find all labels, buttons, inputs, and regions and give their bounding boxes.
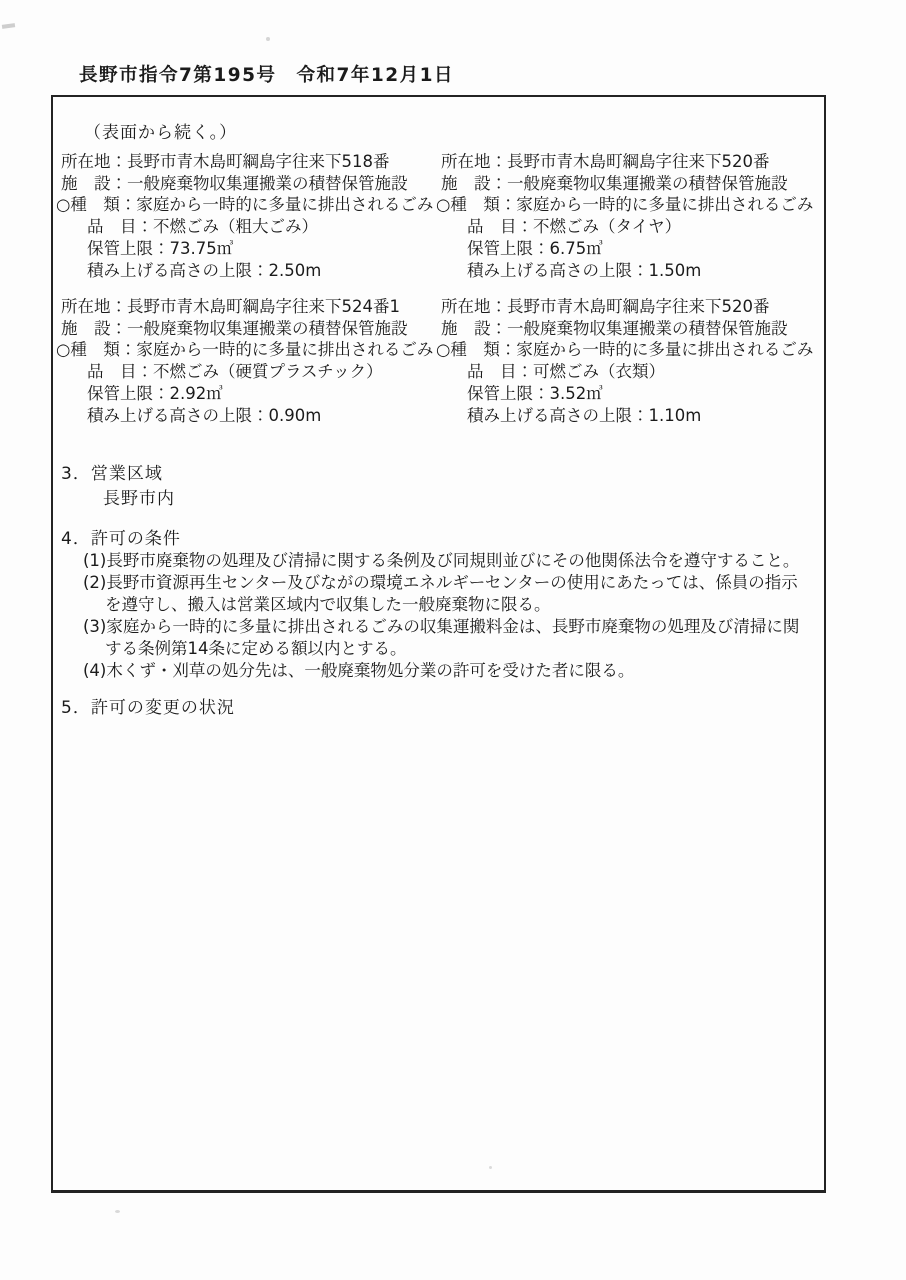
facility-type: 施 設：一般廃棄物収集運搬業の積替保管施設	[61, 318, 408, 338]
facility-block-524	[56, 296, 434, 426]
facility-storage-limit: 保管上限：6.75㎥	[467, 238, 603, 258]
facility-block-520-clothing	[436, 296, 814, 426]
facility-type: 施 設：一般廃棄物収集運搬業の積替保管施設	[441, 173, 788, 193]
permit-condition-1: (1)長野市廃棄物の処理及び清掃に関する条例及び同規則並びにその他関係法令を遵守すること。	[83, 551, 800, 570]
facility-storage-limit: 保管上限：3.52㎥	[467, 383, 603, 403]
facility-waste-item: 品 目：不燃ごみ（タイヤ）	[467, 217, 682, 237]
facility-location: 所在地：長野市青木島町綱島字往来下520番	[441, 297, 770, 316]
section-permit-conditions-title: 4．許可の条件	[61, 529, 181, 549]
permit-condition-3: (3)家庭から一時的に多量に排出されるごみの収集運搬料金は、長野市廃棄物の処理及び清掃に関	[83, 617, 800, 636]
facility-location: 所在地：長野市青木島町綱島字往来下518番	[61, 152, 390, 171]
facility-block-520-tire	[436, 151, 814, 281]
facility-storage-limit: 保管上限：73.75㎥	[87, 238, 234, 258]
facility-type: 施 設：一般廃棄物収集運搬業の積替保管施設	[441, 318, 788, 338]
document-number-and-date: 長野市指令7第195号 令和7年12月1日	[79, 65, 454, 86]
facility-stack-height-limit: 積み上げる高さの上限：2.50m	[87, 260, 322, 280]
facility-type: 施 設：一般廃棄物収集運搬業の積替保管施設	[61, 173, 408, 193]
scan-artifact	[266, 37, 270, 41]
document-border-box	[51, 95, 826, 1193]
continuation-note: （表面から続く。）	[84, 123, 238, 143]
facility-stack-height-limit: 積み上げる高さの上限：1.10m	[467, 405, 702, 425]
permit-condition-2: (2)長野市資源再生センター及びながの環境エネルギーセンターの使用にあたっては、係員の指示	[83, 573, 798, 592]
facility-waste-item: 品 目：不燃ごみ（硬質プラスチック）	[87, 362, 383, 382]
facility-waste-category: ○種 類：家庭から一時的に多量に排出されるごみ	[56, 340, 434, 360]
section-business-area-value: 長野市内	[103, 489, 175, 509]
facility-waste-item: 品 目：可燃ごみ（衣類）	[467, 362, 665, 382]
facility-location: 所在地：長野市青木島町綱島字往来下524番1	[61, 297, 400, 316]
facility-stack-height-limit: 積み上げる高さの上限：1.50m	[467, 260, 702, 280]
facility-stack-height-limit: 積み上げる高さの上限：0.90m	[87, 405, 322, 425]
facility-waste-category: ○種 類：家庭から一時的に多量に排出されるごみ	[436, 195, 814, 215]
facility-waste-category: ○種 類：家庭から一時的に多量に排出されるごみ	[56, 195, 434, 215]
permit-condition-2-continued: を遵守し、搬入は営業区域内で収集した一般廃棄物に限る。	[105, 595, 551, 614]
permit-condition-4: (4)木くず・刈草の処分先は、一般廃棄物処分業の許可を受けた者に限る。	[83, 661, 635, 680]
section-business-area-title: 3．営業区域	[61, 464, 163, 484]
facility-waste-category: ○種 類：家庭から一時的に多量に排出されるごみ	[436, 340, 814, 360]
permit-condition-3-continued: する条例第14条に定める額以内とする。	[105, 639, 407, 658]
section-permit-changes-title: 5．許可の変更の状況	[61, 698, 235, 718]
facility-block-518	[56, 151, 434, 281]
facility-location: 所在地：長野市青木島町綱島字往来下520番	[441, 152, 770, 171]
facility-storage-limit: 保管上限：2.92㎥	[87, 383, 223, 403]
facility-waste-item: 品 目：不燃ごみ（粗大ごみ）	[87, 217, 318, 237]
scan-artifact	[2, 23, 15, 29]
scan-artifact	[115, 1210, 120, 1213]
